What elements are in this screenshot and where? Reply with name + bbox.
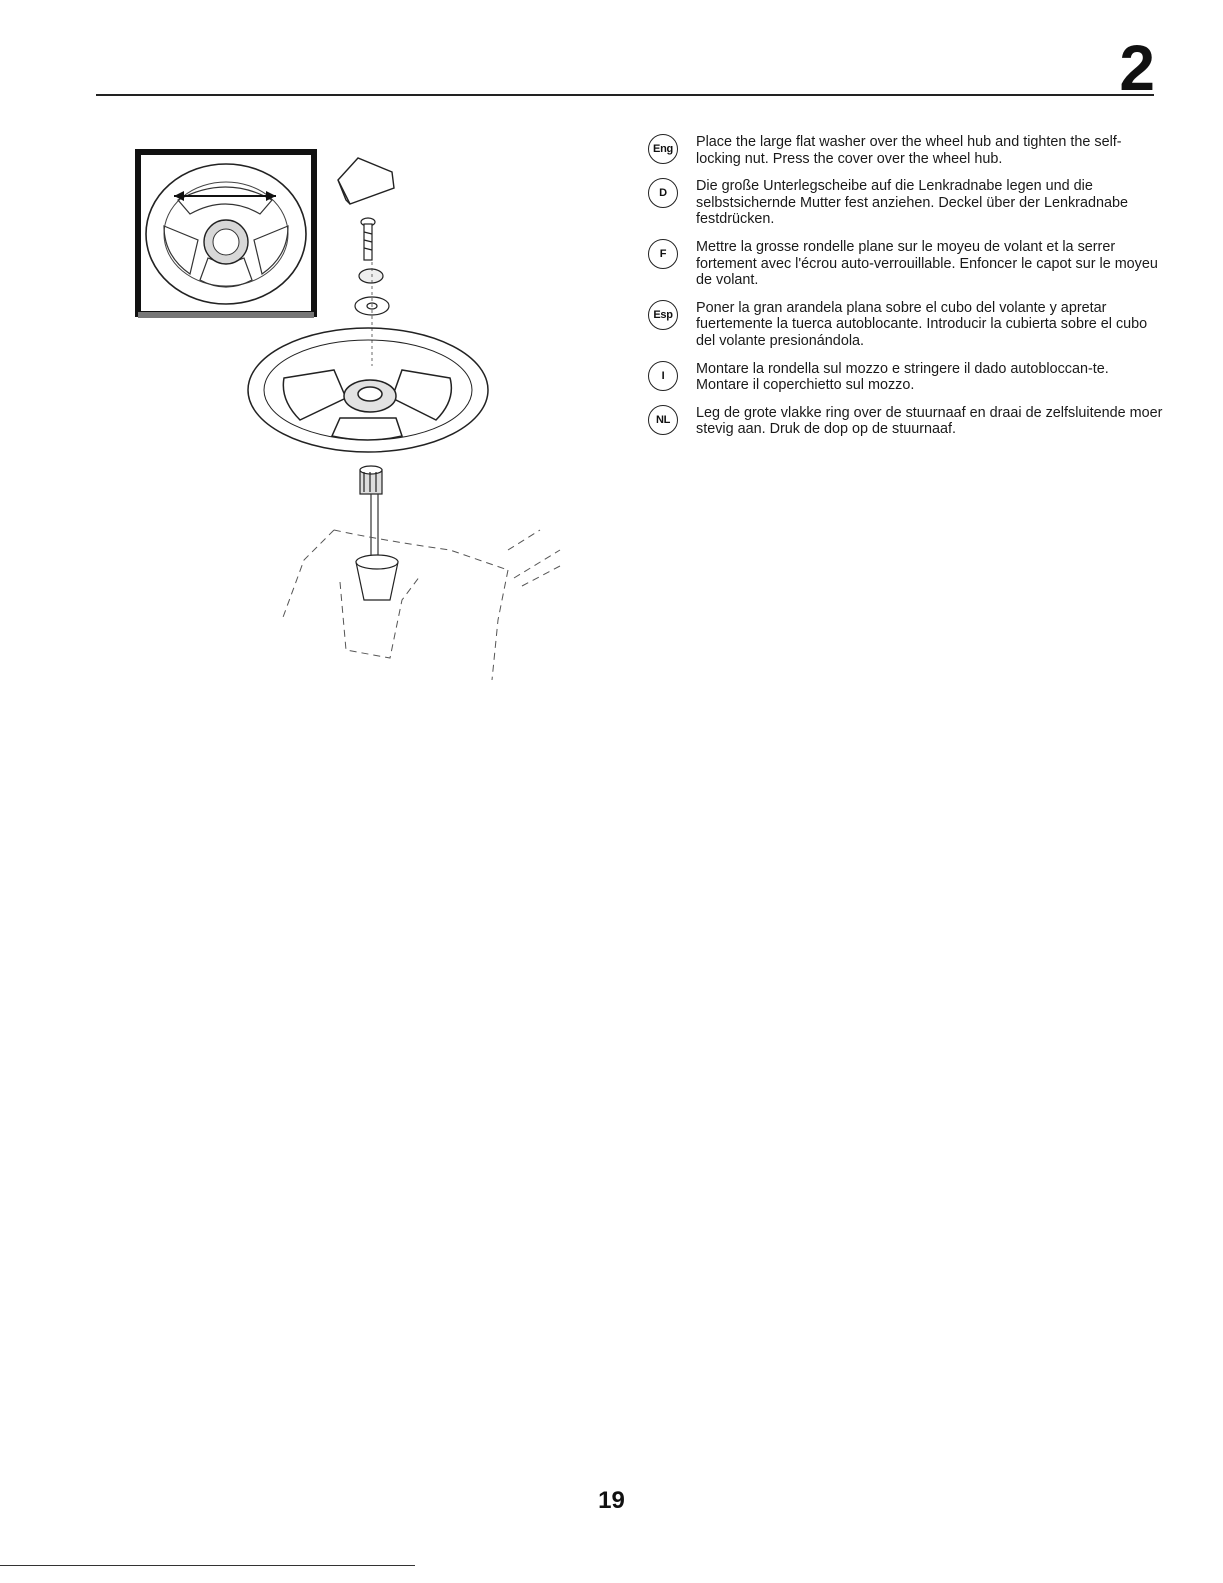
- bolt: [361, 218, 375, 260]
- header-rule: [96, 94, 1154, 96]
- language-badge-spanish: Esp: [648, 300, 678, 330]
- steering-wheel-assembly-illustration: [120, 130, 590, 690]
- language-badge-italian: I: [648, 361, 678, 391]
- language-badge-english: Eng: [648, 134, 678, 164]
- instruction-english: [648, 134, 1163, 167]
- instruction-dutch: [648, 405, 1163, 438]
- language-badge-dutch: NL: [648, 405, 678, 435]
- instruction-french: [648, 239, 1163, 289]
- instruction-spanish: [648, 300, 1163, 350]
- hub-cover: [338, 158, 394, 204]
- wheel-top-view-inset: [138, 152, 314, 318]
- assembly-instructions: [648, 134, 1163, 449]
- instruction-german: [648, 178, 1163, 228]
- instruction-text-italian: Montare la rondella sul mozzo e stringere il dado autobloccan-te. Montare il coperchietto sul mozzo.: [696, 360, 1109, 394]
- footer-rule: [0, 1565, 415, 1566]
- steering-wheel: [248, 328, 488, 452]
- instruction-text-spanish: Poner la gran arandela plana sobre el cubo del volante y apretar fuertemente la tuerca autoblocante. Introducir la cubierta sobre el cubo del volante presionándola.: [696, 299, 1148, 349]
- instruction-text-english: Place the large flat washer over the wheel hub and tighten the self-locking nut. Press the cover over the wheel hub.: [696, 134, 1122, 167]
- language-badge-french: F: [648, 239, 678, 269]
- steering-column: [356, 466, 398, 600]
- console-outline: [282, 530, 560, 680]
- page-number: 19: [598, 1487, 625, 1514]
- instruction-italian: [648, 361, 1163, 394]
- lock-nut: [359, 269, 383, 283]
- instruction-text-german: Die große Unterlegscheibe auf die Lenkradnabe legen und die selbstsichernde Mutter fest anziehen. Deckel über der Lenkradnabe festdrücken.: [696, 178, 1128, 228]
- language-badge-german: D: [648, 178, 678, 208]
- instruction-text-dutch: Leg de grote vlakke ring over de stuurnaaf en draai de zelfsluitende moer stevig aan. Druk de dop op de stuurnaaf.: [696, 404, 1163, 438]
- section-number: 2: [1119, 32, 1155, 104]
- instruction-text-french: Mettre la grosse rondelle plane sur le moyeu de volant et la serrer fortement avec l'écrou auto-verrouillable. Enfoncer le capot sur le moyeu de volant.: [696, 238, 1158, 289]
